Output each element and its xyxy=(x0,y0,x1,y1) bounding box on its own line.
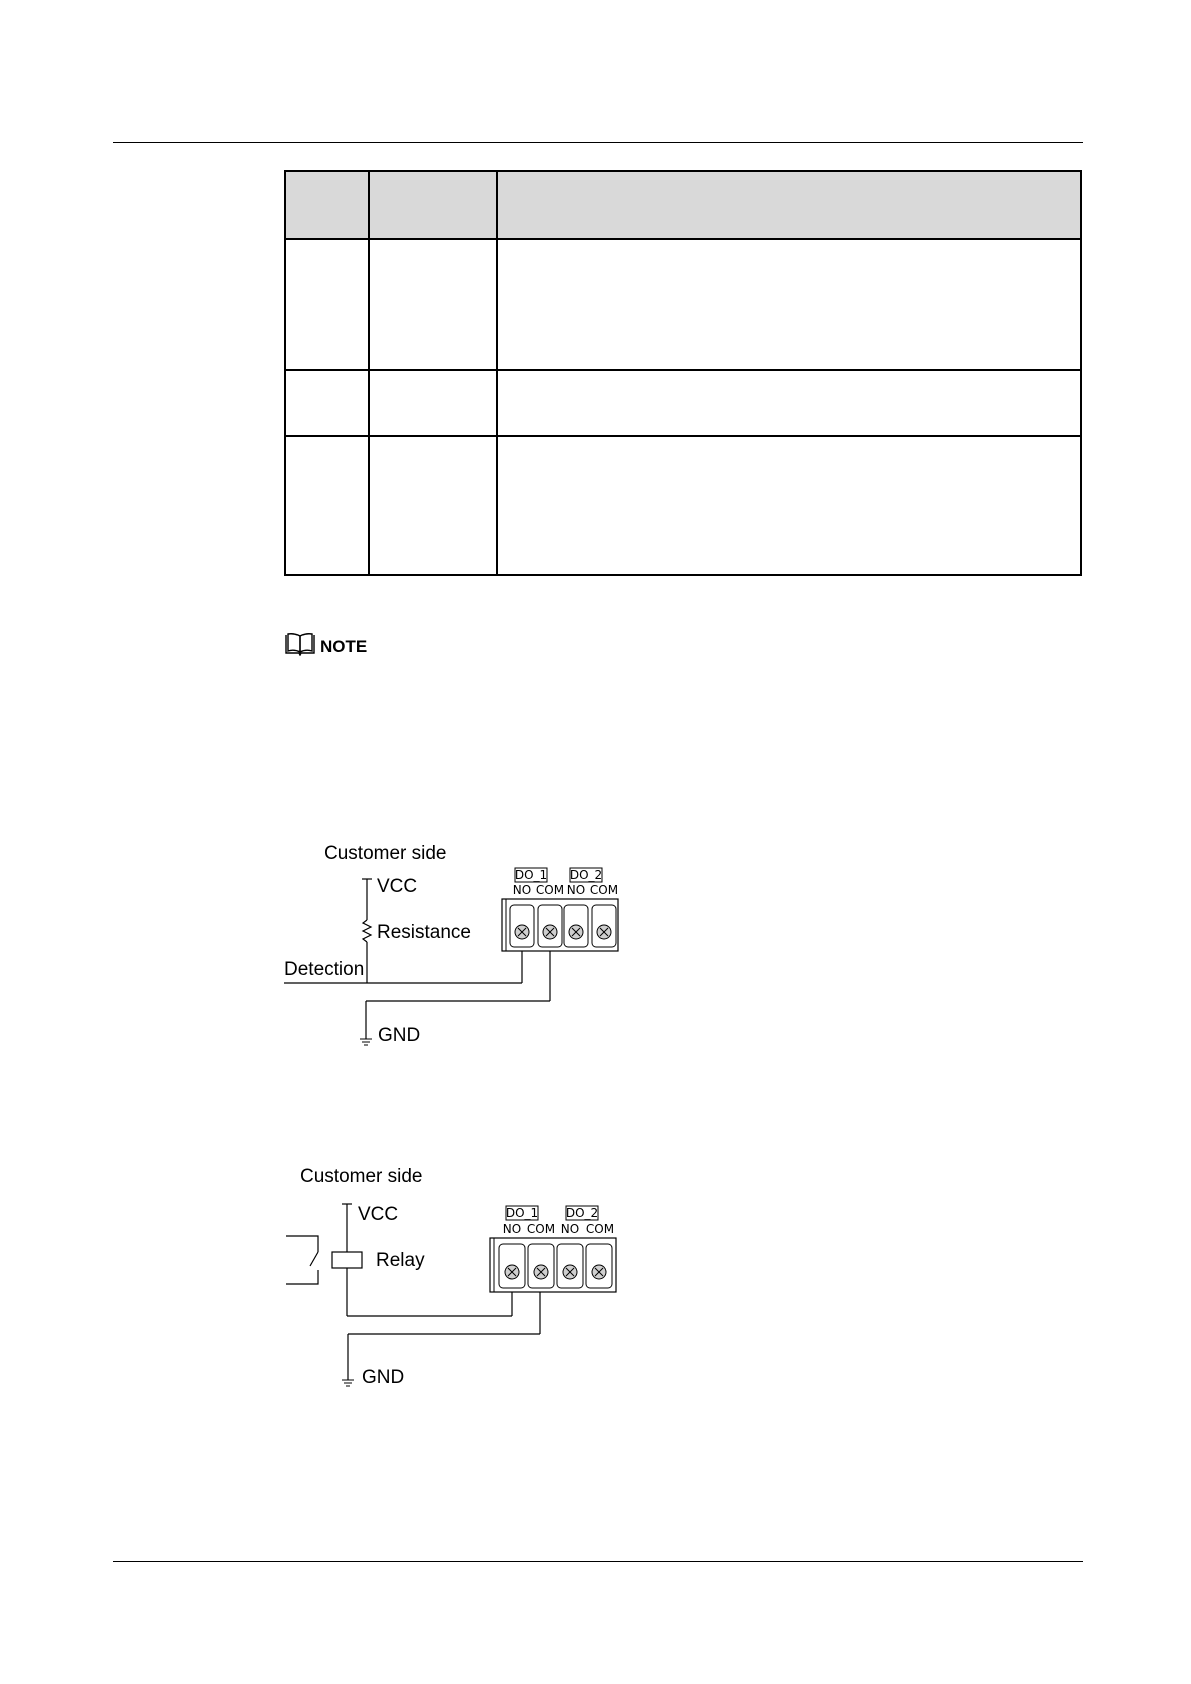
gnd-label: GND xyxy=(378,1025,421,1046)
terminal-block xyxy=(490,1206,616,1292)
table-cell xyxy=(497,370,1081,436)
detection-label: Detection xyxy=(284,959,365,980)
vcc-label: VCC xyxy=(358,1204,399,1225)
pin-label: COM xyxy=(535,883,565,897)
do1-label: DO_1 xyxy=(514,868,548,882)
relay-coil-symbol xyxy=(332,1252,362,1268)
do2-label: DO_2 xyxy=(565,1206,599,1220)
note-box xyxy=(284,632,367,656)
table-cell xyxy=(369,436,497,575)
table-row xyxy=(285,436,1081,575)
resistor-symbol xyxy=(363,920,371,942)
ground-symbol xyxy=(360,1039,372,1045)
table-cell xyxy=(497,239,1081,370)
wiring-diagram-resistance xyxy=(280,835,640,1055)
table-cell xyxy=(497,436,1081,575)
table-cell xyxy=(369,239,497,370)
pin-label: NO xyxy=(566,883,586,897)
table-row xyxy=(285,370,1081,436)
vcc-label: VCC xyxy=(377,876,418,897)
table-header-cell xyxy=(285,171,369,239)
table-row xyxy=(285,239,1081,370)
customer-side-label: Customer side xyxy=(324,843,447,864)
do1-label: DO_1 xyxy=(505,1206,539,1220)
table-header-row xyxy=(285,171,1081,239)
relay-label: Relay xyxy=(376,1250,425,1271)
relay-contact-symbol xyxy=(286,1236,318,1284)
pin-label: COM xyxy=(526,1222,556,1236)
terminal-block xyxy=(502,868,618,951)
book-icon xyxy=(284,632,316,656)
parameter-table xyxy=(284,170,1082,576)
pin-label: NO xyxy=(512,883,532,897)
table-header-cell xyxy=(497,171,1081,239)
customer-side-label: Customer side xyxy=(300,1166,423,1187)
table-cell xyxy=(285,370,369,436)
table-cell xyxy=(285,436,369,575)
wiring-diagram-relay xyxy=(280,1160,640,1390)
do2-label: DO_2 xyxy=(569,868,603,882)
table-cell xyxy=(369,370,497,436)
footer-rule xyxy=(113,1561,1083,1562)
note-label: NOTE xyxy=(320,637,368,656)
pin-label: NO xyxy=(502,1222,522,1236)
header-rule xyxy=(113,142,1083,143)
pin-label: COM xyxy=(589,883,619,897)
gnd-label: GND xyxy=(362,1367,405,1388)
resistance-label: Resistance xyxy=(377,922,471,943)
pin-label: COM xyxy=(585,1222,615,1236)
table-header-cell xyxy=(369,171,497,239)
pin-label: NO xyxy=(560,1222,580,1236)
ground-symbol xyxy=(342,1380,354,1386)
table-cell xyxy=(285,239,369,370)
